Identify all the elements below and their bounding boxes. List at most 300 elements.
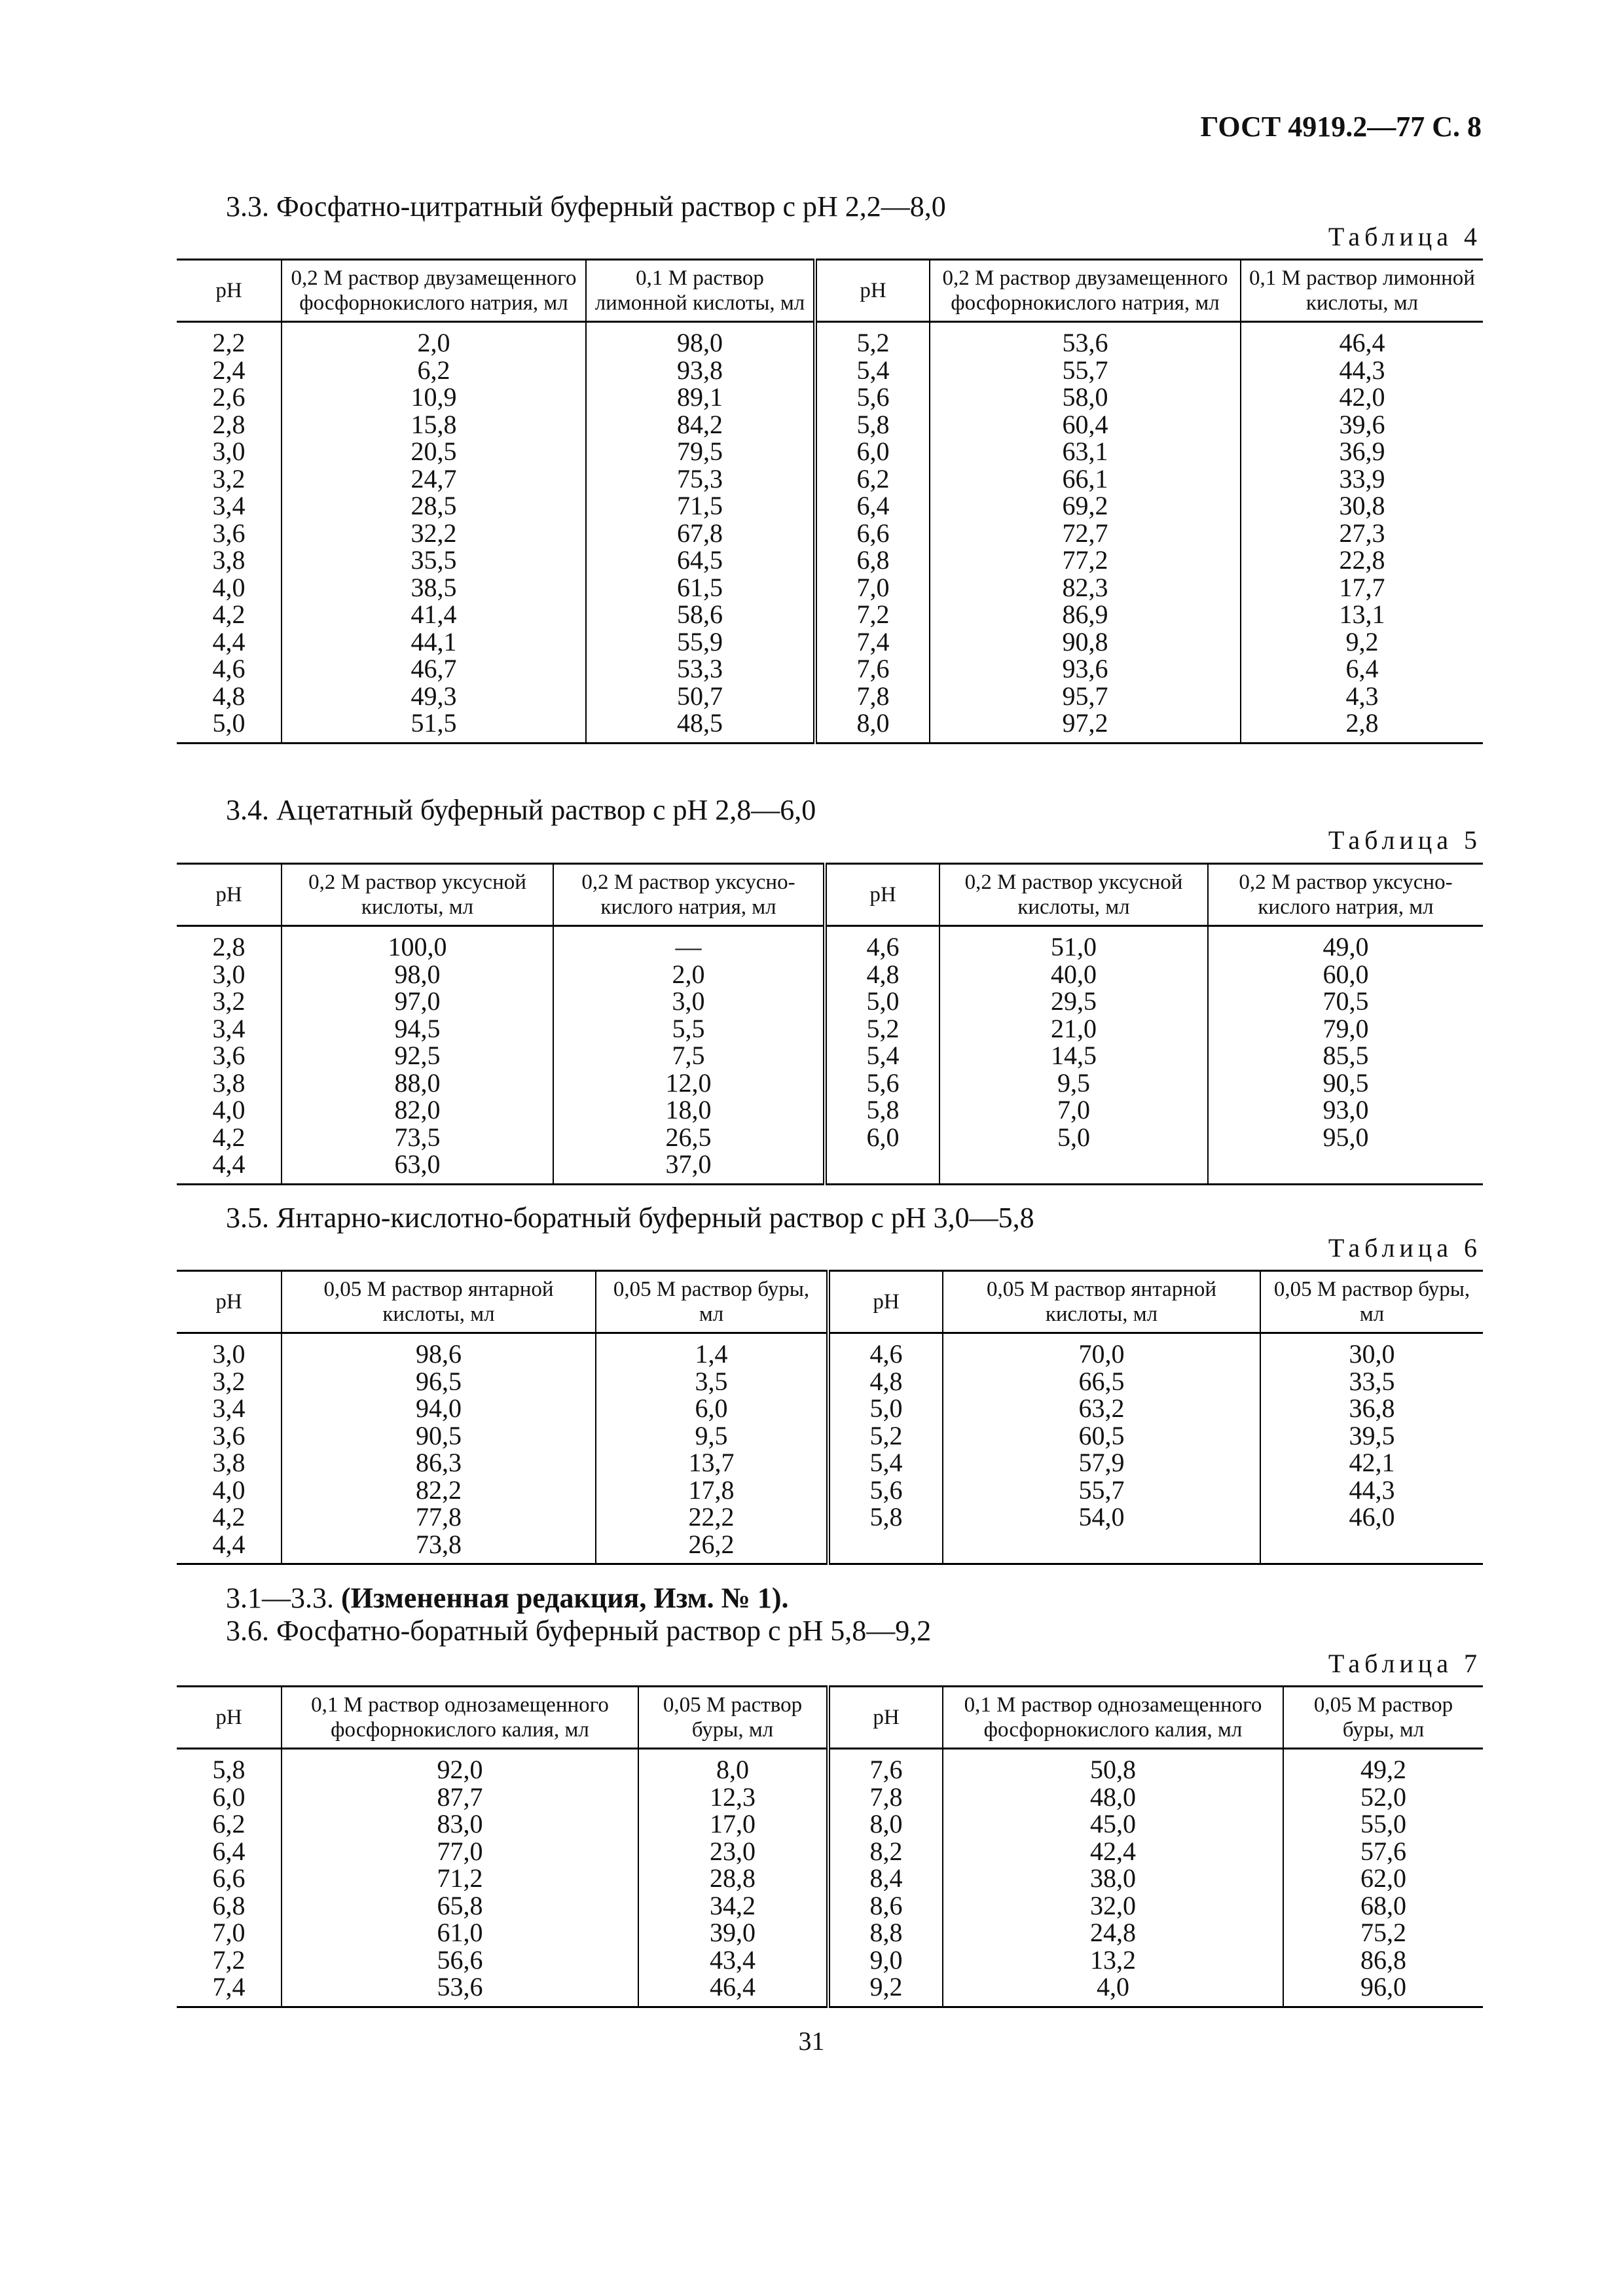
- table-row: [177, 1892, 1483, 1920]
- table-cell: 45,0: [943, 1810, 1283, 1838]
- amendment-note: [226, 1581, 788, 1615]
- table-cell: 77,2: [930, 547, 1241, 574]
- table-cell: 63,1: [930, 438, 1241, 465]
- table-cell: 70,0: [943, 1333, 1260, 1368]
- table-cell: 35,5: [282, 547, 586, 574]
- table-cell: [1208, 1151, 1483, 1184]
- table-cell: 4,8: [212, 681, 246, 711]
- table-cell: 6,0: [815, 438, 930, 465]
- table-cell: 6,2: [212, 1809, 246, 1839]
- table-cell: 39,5: [1260, 1422, 1483, 1450]
- section-title-3-3: 3.3. Фосфатно-цитратный буферный раствор с pH 2,2—8,0: [226, 190, 946, 223]
- table-row: [177, 520, 1483, 547]
- table-row: [177, 628, 1483, 656]
- table-cell: 4,4: [212, 626, 246, 656]
- table-cell: 55,9: [586, 628, 815, 656]
- table-cell: 4,0: [212, 1475, 246, 1505]
- table-cell: 90,5: [1208, 1069, 1483, 1097]
- table-cell: 53,6: [282, 1973, 638, 2007]
- table-cell: 68,0: [1283, 1892, 1483, 1920]
- table-cell: 7,0: [212, 1918, 246, 1947]
- col-header: pH: [177, 864, 282, 926]
- amendment-text: (Измененная редакция, Изм. № 1).: [341, 1582, 789, 1614]
- table-row: [177, 1096, 1483, 1124]
- table-cell: 5,2: [815, 322, 930, 357]
- col-header: 0,05 М раствор буры, мл: [1260, 1271, 1483, 1333]
- table-7: [177, 1685, 1483, 2008]
- col-header: pH: [828, 1687, 943, 1749]
- col-header: 0,05 М раствор буры, мл: [1283, 1687, 1483, 1749]
- table-cell: 2,8: [1241, 709, 1483, 743]
- table-row: [177, 709, 1483, 743]
- table-cell: 57,6: [1283, 1838, 1483, 1865]
- table-row: [177, 438, 1483, 465]
- table-row: [177, 1422, 1483, 1450]
- table-cell: 2,0: [282, 322, 586, 357]
- table-label-4: Таблица 4: [1328, 222, 1482, 251]
- table-cell: 46,4: [638, 1973, 828, 2007]
- table-cell: 4,2: [212, 1122, 246, 1152]
- table-cell: 4,2: [212, 600, 246, 629]
- table-cell: 36,9: [1241, 438, 1483, 465]
- table-cell: [1260, 1531, 1483, 1564]
- table-cell: 3,0: [553, 988, 825, 1015]
- table-cell: 40,0: [939, 961, 1208, 988]
- table-cell: 4,2: [212, 1502, 246, 1532]
- table-cell: 98,6: [282, 1333, 596, 1368]
- col-header: 0,2 М раствор уксусной кислоты, мл: [282, 864, 553, 926]
- table-cell: 5,6: [815, 384, 930, 411]
- table-cell: 30,8: [1241, 492, 1483, 520]
- table-label-6: Таблица 6: [1328, 1233, 1482, 1263]
- table-cell: 7,4: [815, 628, 930, 656]
- table-row: [177, 1784, 1483, 1811]
- table-cell: 4,8: [825, 961, 939, 988]
- table-row: [177, 961, 1483, 988]
- table-cell: 13,7: [596, 1449, 828, 1477]
- table-cell: 48,5: [586, 709, 815, 743]
- table-row: [177, 465, 1483, 493]
- table-cell: 13,2: [943, 1946, 1283, 1974]
- table-cell: 5,4: [825, 1042, 939, 1069]
- table-cell: 53,6: [930, 322, 1241, 357]
- table-cell: 49,2: [1283, 1749, 1483, 1784]
- table-cell: 4,0: [212, 572, 246, 602]
- table-cell: 4,0: [212, 1095, 246, 1124]
- table-cell: 88,0: [282, 1069, 553, 1097]
- table-row: [177, 547, 1483, 574]
- table-cell: 8,2: [828, 1838, 943, 1865]
- table-cell: 2,8: [212, 409, 246, 439]
- table-cell: 5,8: [825, 1096, 939, 1124]
- table-cell: 66,1: [930, 465, 1241, 493]
- table-cell: 53,3: [586, 655, 815, 683]
- table-cell: 9,5: [939, 1069, 1208, 1097]
- table-cell: 8,0: [828, 1810, 943, 1838]
- table-cell: 3,2: [212, 986, 246, 1016]
- table-cell: 60,4: [930, 411, 1241, 439]
- table-cell: 46,4: [1241, 322, 1483, 357]
- table-cell: 15,8: [282, 411, 586, 439]
- col-header: 0,1 М раствор однозамещенного фосфорнокислого калия, мл: [943, 1687, 1283, 1749]
- table-cell: 75,2: [1283, 1919, 1483, 1946]
- table-cell: 5,0: [212, 708, 246, 738]
- table-row: [177, 1919, 1483, 1946]
- table-cell: [943, 1531, 1260, 1564]
- table-row: [177, 1973, 1483, 2007]
- table-cell: 5,8: [828, 1503, 943, 1531]
- table-row: [177, 492, 1483, 520]
- table-cell: 7,2: [815, 601, 930, 628]
- table-cell: 2,2: [212, 328, 246, 357]
- table-cell: 6,6: [815, 520, 930, 547]
- table-row: [177, 1503, 1483, 1531]
- col-header: 0,1 М раствор лимонной кислоты, мл: [586, 260, 815, 322]
- table-cell: 10,9: [282, 384, 586, 411]
- table-cell: 95,0: [1208, 1124, 1483, 1151]
- table-cell: 41,4: [282, 601, 586, 628]
- table-cell: 4,8: [828, 1368, 943, 1395]
- table-cell: 7,8: [828, 1784, 943, 1811]
- table-cell: 58,6: [586, 601, 815, 628]
- table-cell: 7,8: [815, 683, 930, 710]
- table-cell: 9,2: [828, 1973, 943, 2007]
- table-cell: 4,3: [1241, 683, 1483, 710]
- table-row: [177, 1838, 1483, 1865]
- table-cell: 33,9: [1241, 465, 1483, 493]
- table-cell: 44,3: [1260, 1477, 1483, 1504]
- col-header: 0,2 М раствор уксусно-кислого натрия, мл: [553, 864, 825, 926]
- table-header-row: [177, 864, 1483, 926]
- table-header-row: [177, 1271, 1483, 1333]
- table-cell: 94,0: [282, 1395, 596, 1422]
- table-cell: 39,6: [1241, 411, 1483, 439]
- table-cell: 6,0: [825, 1124, 939, 1151]
- table-cell: 60,5: [943, 1422, 1260, 1450]
- table-cell: 8,4: [828, 1865, 943, 1892]
- table-cell: 2,6: [212, 382, 246, 412]
- table-cell: 27,3: [1241, 520, 1483, 547]
- table-cell: 2,8: [212, 932, 246, 961]
- table-cell: 3,4: [212, 491, 246, 520]
- table-cell: 69,2: [930, 492, 1241, 520]
- table-cell: 37,0: [553, 1151, 825, 1184]
- table-label-5: Таблица 5: [1328, 825, 1482, 855]
- table-cell: 5,0: [828, 1395, 943, 1422]
- table-cell: 3,4: [212, 1393, 246, 1423]
- col-header: pH: [828, 1271, 943, 1333]
- table-cell: 5,4: [815, 357, 930, 384]
- table-cell: 8,0: [638, 1749, 828, 1784]
- table-cell: 55,0: [1283, 1810, 1483, 1838]
- table-cell: 3,6: [212, 518, 246, 548]
- table-cell: 66,5: [943, 1368, 1260, 1395]
- table-cell: 4,6: [828, 1333, 943, 1368]
- table-cell: 39,0: [638, 1919, 828, 1946]
- table-cell: 1,4: [596, 1333, 828, 1368]
- table-cell: 14,5: [939, 1042, 1208, 1069]
- table-cell: 3,0: [212, 437, 246, 466]
- table-cell: 5,6: [828, 1477, 943, 1504]
- table-cell: 6,8: [815, 547, 930, 574]
- table-cell: 3,2: [212, 463, 246, 493]
- table-cell: [828, 1531, 943, 1564]
- table-cell: 6,8: [212, 1890, 246, 1920]
- table-cell: 22,2: [596, 1503, 828, 1531]
- table-cell: 24,8: [943, 1919, 1283, 1946]
- table-cell: 65,8: [282, 1892, 638, 1920]
- table-cell: 51,5: [282, 709, 586, 743]
- table-cell: 44,3: [1241, 357, 1483, 384]
- table-cell: 5,8: [815, 411, 930, 439]
- table-cell: 85,5: [1208, 1042, 1483, 1069]
- table-cell: 7,6: [828, 1749, 943, 1784]
- table-cell: 96,5: [282, 1368, 596, 1395]
- table-cell: 83,0: [282, 1810, 638, 1838]
- table-cell: 60,0: [1208, 961, 1483, 988]
- table-cell: 5,2: [828, 1422, 943, 1450]
- table-cell: 77,8: [282, 1503, 596, 1531]
- table-row: [177, 1151, 1483, 1184]
- table-cell: 49,0: [1208, 926, 1483, 961]
- col-header: pH: [177, 260, 282, 322]
- table-cell: 8,8: [828, 1919, 943, 1946]
- table-cell: 82,0: [282, 1096, 553, 1124]
- table-cell: 26,2: [596, 1531, 828, 1564]
- table-cell: 3,6: [212, 1041, 246, 1070]
- table-cell: 6,2: [815, 465, 930, 493]
- table-cell: 38,5: [282, 574, 586, 601]
- table-6: [177, 1270, 1483, 1565]
- table-cell: 55,7: [930, 357, 1241, 384]
- amendment-range: 3.1—3.3.: [226, 1582, 334, 1614]
- table-cell: 32,0: [943, 1892, 1283, 1920]
- col-header: 0,2 М раствор уксусно-кислого натрия, мл: [1208, 864, 1483, 926]
- table-cell: 32,2: [282, 520, 586, 547]
- section-title-3-6: 3.6. Фосфатно-боратный буферный раствор с pH 5,8—9,2: [226, 1615, 932, 1647]
- table-cell: 98,0: [282, 961, 553, 988]
- table-cell: 55,7: [943, 1477, 1260, 1504]
- table-cell: 3,0: [212, 1339, 246, 1369]
- table-cell: 28,5: [282, 492, 586, 520]
- page-number: 31: [798, 2026, 825, 2056]
- table-cell: 64,5: [586, 547, 815, 574]
- table-cell: 3,0: [212, 959, 246, 989]
- table-row: [177, 1069, 1483, 1097]
- table-cell: 4,6: [825, 926, 939, 961]
- table-cell: 42,1: [1260, 1449, 1483, 1477]
- table-cell: 9,0: [828, 1946, 943, 1974]
- table-cell: 5,0: [825, 988, 939, 1015]
- table-cell: 52,0: [1283, 1784, 1483, 1811]
- table-cell: 97,0: [282, 988, 553, 1015]
- col-header: pH: [815, 260, 930, 322]
- table-cell: 56,6: [282, 1946, 638, 1974]
- table-cell: 5,2: [825, 1015, 939, 1043]
- table-row: [177, 384, 1483, 411]
- table-cell: 7,6: [815, 655, 930, 683]
- table-cell: 90,8: [930, 628, 1241, 656]
- table-cell: 20,5: [282, 438, 586, 465]
- col-header: 0,1 М раствор однозамещенного фосфорнокислого калия, мл: [282, 1687, 638, 1749]
- table-cell: 17,8: [596, 1477, 828, 1504]
- col-header: 0,05 М раствор янтарной кислоты, мл: [282, 1271, 596, 1333]
- table-cell: 93,8: [586, 357, 815, 384]
- table-cell: 3,8: [212, 1448, 246, 1477]
- table-cell: 42,0: [1241, 384, 1483, 411]
- table-cell: [825, 1151, 939, 1184]
- table-cell: 48,0: [943, 1784, 1283, 1811]
- table-cell: 67,8: [586, 520, 815, 547]
- table-cell: 57,9: [943, 1449, 1260, 1477]
- table-cell: 97,2: [930, 709, 1241, 743]
- table-cell: 6,6: [212, 1863, 246, 1893]
- table-cell: 23,0: [638, 1838, 828, 1865]
- table-row: [177, 411, 1483, 439]
- table-row: [177, 322, 1483, 357]
- table-cell: 90,5: [282, 1422, 596, 1450]
- table-cell: 6,0: [596, 1395, 828, 1422]
- table-row: [177, 1395, 1483, 1422]
- document-header: ГОСТ 4919.2—77 С. 8: [1200, 111, 1482, 143]
- table-cell: 62,0: [1283, 1865, 1483, 1892]
- col-header: 0,2 М раствор двузамещенного фосфорнокислого натрия, мл: [930, 260, 1241, 322]
- table-cell: 72,7: [930, 520, 1241, 547]
- table-cell: 61,0: [282, 1919, 638, 1946]
- table-cell: 42,4: [943, 1838, 1283, 1865]
- table-cell: 24,7: [282, 465, 586, 493]
- table-row: [177, 1124, 1483, 1151]
- table-cell: 6,2: [282, 357, 586, 384]
- table-cell: 86,8: [1283, 1946, 1483, 1974]
- col-header: 0,2 М раствор уксусной кислоты, мл: [939, 864, 1208, 926]
- table-cell: 50,8: [943, 1749, 1283, 1784]
- table-cell: 12,0: [553, 1069, 825, 1097]
- table-cell: 73,8: [282, 1531, 596, 1564]
- table-cell: 18,0: [553, 1096, 825, 1124]
- table-cell: 3,6: [212, 1420, 246, 1450]
- table-cell: 3,8: [212, 545, 246, 575]
- table-cell: 71,2: [282, 1865, 638, 1892]
- table-cell: 5,8: [212, 1755, 246, 1784]
- table-row: [177, 1042, 1483, 1069]
- table-cell: 21,0: [939, 1015, 1208, 1043]
- table-row: [177, 655, 1483, 683]
- table-cell: 58,0: [930, 384, 1241, 411]
- table-cell: 82,2: [282, 1477, 596, 1504]
- section-title-3-4: 3.4. Ацетатный буферный раствор с pH 2,8—6,0: [226, 794, 816, 826]
- table-cell: 30,0: [1260, 1333, 1483, 1368]
- table-cell: 33,5: [1260, 1368, 1483, 1395]
- table-header-row: [177, 260, 1483, 322]
- table-cell: 5,5: [553, 1015, 825, 1043]
- table-cell: 43,4: [638, 1946, 828, 1974]
- table-cell: 2,4: [212, 355, 246, 385]
- table-header-row: [177, 1687, 1483, 1749]
- table-row: [177, 357, 1483, 384]
- table-cell: 3,5: [596, 1368, 828, 1395]
- table-cell: 8,6: [828, 1892, 943, 1920]
- table-cell: 84,2: [586, 411, 815, 439]
- table-cell: 38,0: [943, 1865, 1283, 1892]
- table-row: [177, 601, 1483, 628]
- table-cell: 6,4: [1241, 655, 1483, 683]
- table-cell: 5,4: [828, 1449, 943, 1477]
- table-cell: 73,5: [282, 1124, 553, 1151]
- table-cell: 17,7: [1241, 574, 1483, 601]
- table-row: [177, 1368, 1483, 1395]
- table-row: [177, 1449, 1483, 1477]
- table-cell: 6,0: [212, 1782, 246, 1812]
- section-title-3-5: 3.5. Янтарно-кислотно-боратный буферный раствор с pH 3,0—5,8: [226, 1202, 1034, 1234]
- table-cell: 79,0: [1208, 1015, 1483, 1043]
- table-cell: 9,5: [596, 1422, 828, 1450]
- table-cell: 93,0: [1208, 1096, 1483, 1124]
- col-header: 0,1 М раствор лимонной кислоты, мл: [1241, 260, 1483, 322]
- table-cell: 89,1: [586, 384, 815, 411]
- table-row: [177, 1015, 1483, 1043]
- table-label-7: Таблица 7: [1328, 1649, 1482, 1678]
- table-cell: 95,7: [930, 683, 1241, 710]
- table-cell: 46,0: [1260, 1503, 1483, 1531]
- table-cell: 13,1: [1241, 601, 1483, 628]
- table-cell: 44,1: [282, 628, 586, 656]
- table-cell: 63,0: [282, 1151, 553, 1184]
- table-cell: 34,2: [638, 1892, 828, 1920]
- table-cell: 100,0: [282, 926, 553, 961]
- table-cell: 79,5: [586, 438, 815, 465]
- table-cell: 94,5: [282, 1015, 553, 1043]
- table-cell: 50,7: [586, 683, 815, 710]
- table-cell: 29,5: [939, 988, 1208, 1015]
- col-header: 0,2 М раствор двузамещенного фосфорнокислого натрия, мл: [282, 260, 586, 322]
- table-cell: 87,7: [282, 1784, 638, 1811]
- table-row: [177, 683, 1483, 710]
- table-cell: 7,0: [939, 1096, 1208, 1124]
- table-row: [177, 988, 1483, 1015]
- table-row: [177, 1865, 1483, 1892]
- table-cell: 77,0: [282, 1838, 638, 1865]
- table-cell: 75,3: [586, 465, 815, 493]
- table-cell: 61,5: [586, 574, 815, 601]
- col-header: pH: [177, 1271, 282, 1333]
- col-header: 0,05 М раствор буры, мл: [638, 1687, 828, 1749]
- table-row: [177, 1477, 1483, 1504]
- table-cell: 3,2: [212, 1366, 246, 1396]
- table-cell: —: [553, 926, 825, 961]
- table-cell: 63,2: [943, 1395, 1260, 1422]
- table-cell: 86,9: [930, 601, 1241, 628]
- table-cell: 49,3: [282, 683, 586, 710]
- table-cell: 7,5: [553, 1042, 825, 1069]
- table-cell: 5,6: [825, 1069, 939, 1097]
- table-cell: 7,0: [815, 574, 930, 601]
- table-cell: 12,3: [638, 1784, 828, 1811]
- table-cell: 96,0: [1283, 1973, 1483, 2007]
- table-cell: 98,0: [586, 322, 815, 357]
- table-cell: 92,0: [282, 1749, 638, 1784]
- table-cell: 6,4: [212, 1836, 246, 1866]
- table-cell: 92,5: [282, 1042, 553, 1069]
- table-cell: 7,4: [212, 1972, 246, 2001]
- col-header: 0,05 М раствор янтарной кислоты, мл: [943, 1271, 1260, 1333]
- table-cell: 86,3: [282, 1449, 596, 1477]
- col-header: pH: [177, 1687, 282, 1749]
- table-4: [177, 259, 1483, 744]
- table-row: [177, 1333, 1483, 1368]
- table-row: [177, 926, 1483, 961]
- table-cell: 22,8: [1241, 547, 1483, 574]
